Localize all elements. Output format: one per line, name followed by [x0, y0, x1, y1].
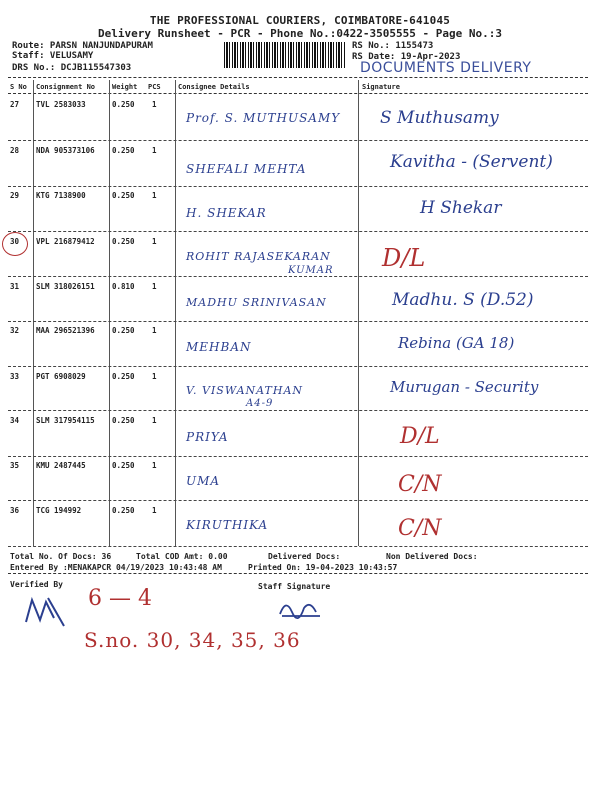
row-weight: 0.250: [112, 237, 135, 246]
row-weight: 0.250: [112, 100, 135, 109]
row-sno: 30: [10, 237, 20, 246]
row-consignee: UMA: [186, 474, 221, 488]
barcode: [224, 42, 346, 68]
row-weight: 0.810: [112, 282, 135, 291]
row-consignee: SHEFALI MEHTA: [186, 162, 307, 176]
row-pcs: 1: [152, 100, 157, 109]
row-divider: [8, 231, 588, 232]
row-sno: 32: [10, 326, 20, 335]
row-pcs: 1: [152, 506, 157, 515]
col-line: [175, 80, 176, 546]
row-divider: [8, 546, 588, 547]
row-sno: 29: [10, 191, 20, 200]
row-sno: 31: [10, 282, 20, 291]
row-signature: D/L: [400, 424, 440, 449]
col-consignee: Consignee Details: [178, 83, 250, 91]
col-line: [33, 80, 34, 546]
company-title: THE PROFESSIONAL COURIERS, COIMBATORE-641045: [149, 14, 451, 27]
route-label: Route: PARSN NANJUNDAPURAM: [12, 41, 153, 51]
staff-signature-mark: [276, 594, 326, 620]
row-divider: [8, 456, 588, 457]
delivered-docs: Delivered Docs:: [268, 552, 341, 561]
row-consignment: KMU 2487445: [36, 461, 86, 470]
row-divider: [8, 140, 588, 141]
row-pcs: 1: [152, 146, 157, 155]
row-consignee: MADHU SRINIVASAN: [186, 296, 327, 309]
row-consignment: SLM 318026151: [36, 282, 95, 291]
row-weight: 0.250: [112, 416, 135, 425]
row-consignment: PGT 6908029: [36, 372, 86, 381]
col-line: [358, 80, 359, 546]
count-note: 6 — 4: [88, 586, 152, 611]
verified-by-label: Verified By: [10, 580, 63, 589]
row-sno: 28: [10, 146, 20, 155]
row-divider: [8, 366, 588, 367]
row-consignee-extra: A4-9: [246, 398, 274, 409]
staff-label: Staff: VELUSAMY: [12, 51, 94, 61]
rs-number: RS No.: 1155473: [352, 41, 434, 51]
row-weight: 0.250: [112, 372, 135, 381]
row-weight: 0.250: [112, 506, 135, 515]
row-signature: Rebina (GA 18): [398, 334, 515, 352]
total-docs: Total No. Of Docs: 36: [10, 552, 112, 561]
row-pcs: 1: [152, 326, 157, 335]
row-sno: 33: [10, 372, 20, 381]
row-weight: 0.250: [112, 146, 135, 155]
col-line: [109, 80, 110, 546]
row-pcs: 1: [152, 191, 157, 200]
row-consignee: H. SHEKAR: [186, 206, 267, 220]
row-pcs: 1: [152, 282, 157, 291]
col-signature: Signature: [362, 83, 400, 91]
row-consignee: KIRUTHIKA: [186, 518, 269, 532]
row-consignee: Prof. S. MUTHUSAMY: [186, 111, 341, 125]
col-pcs: PCS: [148, 83, 161, 91]
documents-delivery-stamp: DOCUMENTS DELIVERY: [360, 60, 532, 76]
row-consignee: PRIYA: [186, 430, 229, 444]
entered-by: Entered By :MENAKAPCR 04/19/2023 10:43:48 AM: [10, 563, 222, 572]
row-sno: 35: [10, 461, 20, 470]
row-consignee: ROHIT RAJASEKARAN: [186, 250, 331, 263]
row-pcs: 1: [152, 416, 157, 425]
footer-divider: [8, 573, 588, 574]
row-divider: [8, 276, 588, 277]
row-divider: [8, 186, 588, 187]
row-consignment: VPL 216879412: [36, 237, 95, 246]
row-consignment: SLM 317954115: [36, 416, 95, 425]
row-signature: C/N: [398, 516, 442, 541]
verifier-signature: [20, 590, 70, 630]
row-consignment: NDA 905373106: [36, 146, 95, 155]
runsheet-subtitle: Delivery Runsheet - PCR - Phone No.:0422-3505555 - Page No.:3: [98, 27, 502, 40]
row-divider: [8, 500, 588, 501]
row-signature: D/L: [382, 244, 426, 272]
row-sno: 34: [10, 416, 20, 425]
rs-date: RS Date: 19-Apr-2023: [352, 52, 461, 62]
row-sno: 27: [10, 100, 20, 109]
row-pcs: 1: [152, 237, 157, 246]
col-sno: S No: [10, 83, 27, 91]
row-weight: 0.250: [112, 461, 135, 470]
row-consignment: TCG 194992: [36, 506, 82, 515]
header-divider: [8, 77, 588, 78]
row-pcs: 1: [152, 461, 157, 470]
row-sno: 36: [10, 506, 20, 515]
total-cod: Total COD Amt: 0.00: [136, 552, 228, 561]
drs-number: DRS No.: DCJB115547303: [12, 63, 132, 73]
column-divider: [8, 93, 588, 94]
row-divider: [8, 410, 588, 411]
col-weight: Weight: [112, 83, 138, 91]
row-pcs: 1: [152, 372, 157, 381]
row-signature: Kavitha - (Servent): [390, 152, 553, 172]
col-consignment: Consignment No: [36, 83, 96, 91]
row-consignment: KTG 7138900: [36, 191, 86, 200]
row-signature: S Muthusamy: [380, 108, 499, 128]
non-delivered-docs: Non Delivered Docs:: [386, 552, 478, 561]
row-consignment: MAA 296521396: [36, 326, 95, 335]
row-signature: C/N: [398, 472, 442, 497]
printed-on: Printed On: 19-04-2023 10:43:57: [248, 563, 398, 572]
row-consignment: TVL 2583033: [36, 100, 86, 109]
sno-note: S.no. 30, 34, 35, 36: [84, 628, 301, 652]
row-weight: 0.250: [112, 326, 135, 335]
row-consignee: MEHBAN: [186, 340, 252, 354]
row-divider: [8, 321, 588, 322]
row-signature: H Shekar: [420, 198, 502, 218]
row-signature: Madhu. S (D.52): [392, 290, 534, 310]
row-weight: 0.250: [112, 191, 135, 200]
row-signature: Murugan - Security: [390, 378, 539, 396]
row-consignee-extra: KUMAR: [288, 265, 334, 276]
staff-signature-label: Staff Signature: [258, 582, 331, 591]
row-consignee: V. VISWANATHAN: [186, 384, 304, 397]
